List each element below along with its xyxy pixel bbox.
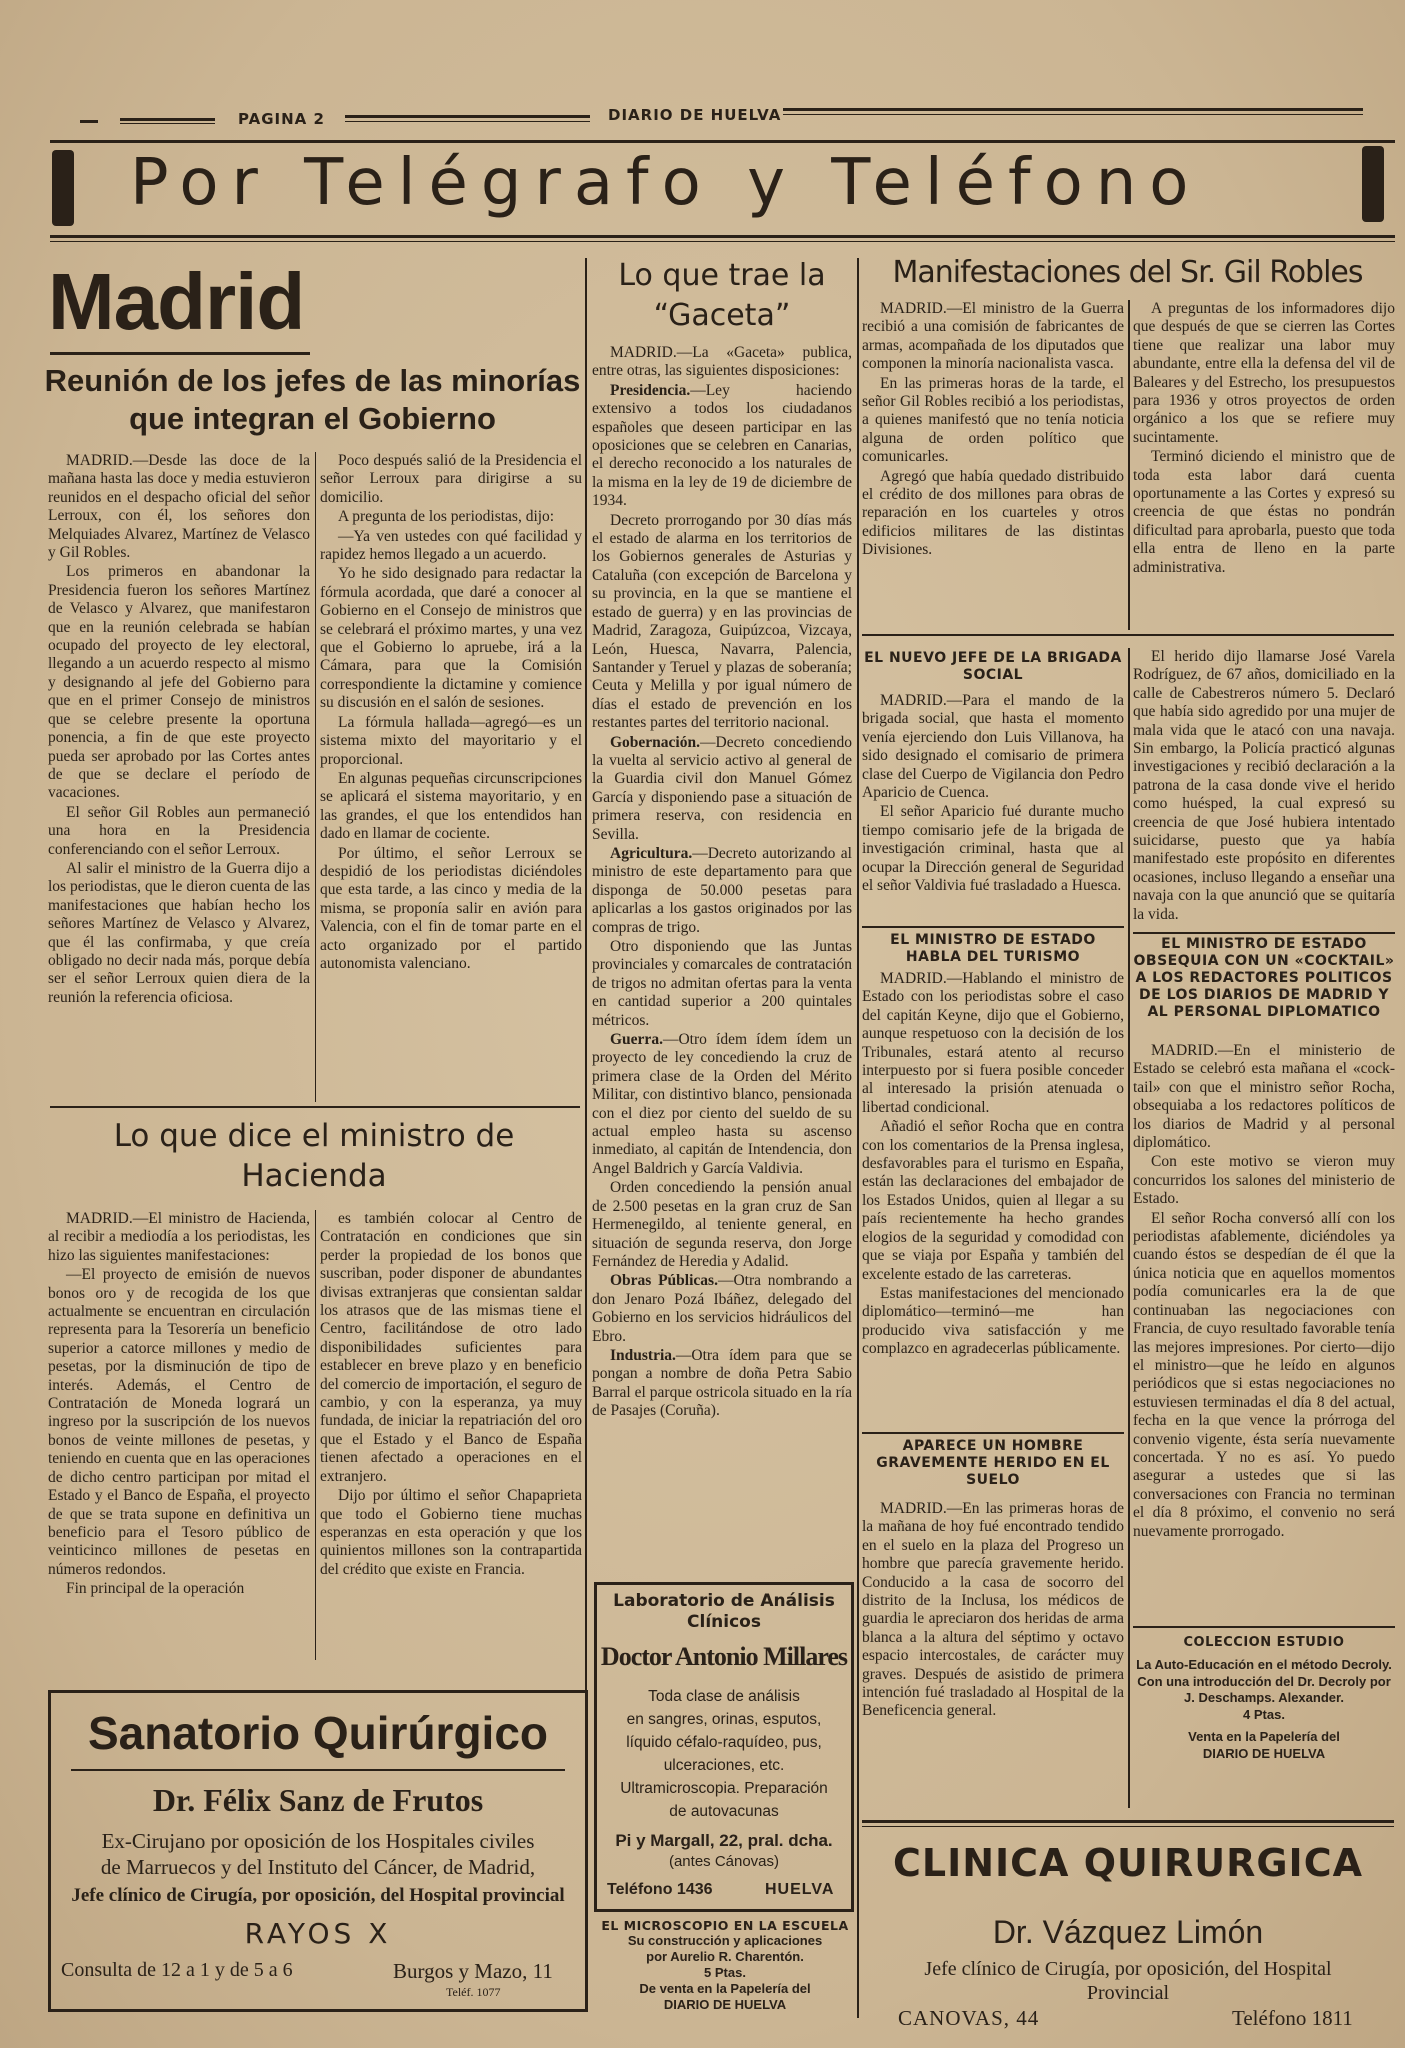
herido-body: [862, 1500, 1124, 1810]
gil-robles-col-1: [862, 300, 1124, 561]
paragraph: Guerra.—Otro ídem ídem ídem un proyecto de ley concediendo la cruz de primera clase de la Orden del Mérito Militar, con distintivo blanco, pensionada con el diez por ciento del sueldo de su actual empleo hasta su ascenso inmediato, al capitán de Intendencia, don Angel Baldrich y García Valdivia.: [592, 1031, 852, 1177]
sanatorio-line-3: Jefe clínico de Cirugía, por oposición, del Hospital provincial: [71, 1885, 565, 1906]
paragraph: Poco después salió de la Presidencia el señor Lerroux para dirigirse a su domicilio.: [320, 452, 582, 506]
paragraph: Agricultura.—Decreto autorizando al ministro de este departamento para que disponga de 50.000 pesetas para aplicarlas a los gastos originados por las compras de trigo.: [592, 844, 852, 936]
paragraph: —El proyecto de emisión de nuevos bonos oro y de recogida de los que actualmente se encuentran en circulación representa para la Tesorería un beneficio superior a catorce millones y medio de pesetas, por la disminución de tipo de interés. Además, el Centro de Contratación de Moneda logrará un ingreso por la suscripción de los nuevos bonos de veinte millones de pesetas, y teniendo en cuenta que en las operaciones de dicho centro participan por mitad el Estado y el Banco de España, el proyecto de que se trata supone en definitiva un beneficio para el Tesoro público de veinticinco millones de pesetas en números redondos.: [48, 1266, 310, 1578]
sanatorio-consulta: Consulta de 12 a 1 y de 5 a 6: [61, 1959, 293, 1981]
column-rule-2: [857, 258, 859, 2018]
paragraph: Con este motivo se vieron muy concurridos los salones del ministerio de Estado.: [1133, 1153, 1395, 1208]
paragraph: Agregó que había quedado distribuido el crédito de dos millones para obras de reparación en los cuarteles y otros edificios militares de las distintas Divisiones.: [862, 467, 1124, 559]
paragraph: El señor Rocha conversó allí con los periodistas afablemente, diciéndoles ya cuando éstos se despedían de él que la única noticia que en aquellos momentos podía comunicarles era la de que continuaban las negociaciones con Francia, de cuyo resultado favorable tenía las mejores impresiones. Por cierto—dijo el ministro—que he leído en algunos periódicos que si estas negociaciones no estuviesen terminadas el día 8 del actual, fecha en la que vence la prórroga del convenio vigente, ésta sería nuevamente concertada. Y no es así. Yo puedo asegurar a ustedes que si las conversaciones con Francia no terminan el día 8 próximo, el convenio no será nuevamente prorrogado.: [1133, 1209, 1395, 1540]
clinica-address: CANOVAS, 44: [898, 2006, 1040, 2030]
paragraph: Obras Públicas.—Otra nombrando a don Jenaro Pozá Ibáñez, delegado del Gobierno en los servicios hidráulicos del Ebro.: [592, 1272, 852, 1345]
herido-body-cont: [1133, 648, 1395, 938]
turismo-headline: EL MINISTRO DE ESTADO HABLA DEL TURISMO: [890, 932, 1096, 965]
paragraph: Gobernación.—Decreto concediendo la vuelta al servicio activo al general de la Guardia civil don Manuel Gómez García y disponiendo pase a situación de primera reserva, con residencia en Sevilla.: [592, 733, 852, 843]
clinica-line-2: Provincial: [1086, 1982, 1170, 2004]
hacienda-col-1: [48, 1210, 310, 1600]
estudio-top-rule: [1133, 1626, 1395, 1628]
column-rule-4: [1128, 648, 1130, 1808]
lab-title: Laboratorio de Análisis Clínicos: [613, 1591, 835, 1632]
running-head-rule-left-2: [120, 118, 215, 121]
lab-ad: [594, 1582, 854, 1912]
microscopio-ad: [594, 1918, 856, 2028]
lab-address-2: (antes Cánovas): [668, 1853, 780, 1870]
section-title: Por Telégrafo y Teléfono: [130, 146, 1202, 220]
estudio-line-3: DIARIO DE HUELVA: [1202, 1745, 1326, 1761]
lab-line: ulceraciones, etc.: [663, 1757, 785, 1774]
sanatorio-line-2: de Marruecos y del Instituto del Cáncer, de Madrid,: [100, 1855, 536, 1879]
paragraph: Añadió el señor Rocha que en contra con los comentarios de la Prensa inglesa, desfavorables para el turismo en España, están las declaraciones del embajador de los Estados Unidos, quien al llegar a su país recientemente ha hecho grandes elogios de la seguridad y comodidad con que se viaja por España y también del excelente estado de las carreteras.: [862, 1118, 1124, 1283]
sanatorio-rayos: RAYOS X: [244, 1917, 392, 1950]
clinica-title: CLINICA QUIRURGICA: [892, 1841, 1363, 1885]
gil-robles-headline: Manifestaciones del Sr. Gil Robles: [892, 255, 1363, 290]
hacienda-col-2: [320, 1210, 582, 1580]
paragraph: Fin principal de la operación: [66, 1580, 245, 1598]
lab-line: en sangres, orinas, esputos,: [626, 1711, 822, 1728]
sanatorio-doctor: Dr. Félix Sanz de Frutos: [152, 1782, 484, 1818]
paragraph: MADRID.—El ministro de la Guerra recibió a una comisión de fabricantes de armas, acompañada de los diputados que componen la minoría nacionalista vasca.: [862, 300, 1124, 373]
sanatorio-rule: [71, 1769, 565, 1771]
column-rule-3: [1128, 300, 1130, 630]
lab-line: Ultramicroscopia. Preparación: [620, 1780, 828, 1797]
paragraph: MADRID.—En las primeras horas de la mañana de hoy fué encontrado tendido en el suelo en la plaza del Progreso un hombre que parecía gravemente herido. Conducido a la casa de socorro del distrito de la Inclusa, los médicos de guardia le apreciaron dos heridas de arma blanca a la altura del séptimo y octavo espacio intercostales, de carácter muy graves. Después de asistido de primera intención fué trasladado al Hospital de la Beneficencia general.: [862, 1500, 1124, 1720]
paragraph: En las primeras horas de la tarde, el señor Gil Robles recibió a los periodistas, a quienes manifestó que no tenía noticia alguna de orden político que comunicarles.: [862, 374, 1124, 466]
paragraph: El señor Aparicio fué durante mucho tiempo comisario jefe de la brigada de investigación criminal, hasta que al ocupar la Dirección general de Seguridad el señor Valdivia fué trasladado a Huesca.: [862, 803, 1124, 895]
paragraph: Otro disponiendo que las Juntas provinciales y comarcales de contratación de trigos no admitan ofertas para la venta en cantidad superior a 200 quintales métricos.: [592, 938, 852, 1029]
madrid-col-2: [320, 452, 582, 974]
sanatorio-phone: Teléf. 1077: [446, 1985, 501, 1999]
running-head-rule-right-2: [783, 114, 1363, 115]
masthead-bottom-rule-1: [50, 235, 1395, 238]
estudio-price: 4 Ptas.: [1243, 1706, 1285, 1722]
cocktail-top-rule: [1133, 932, 1395, 934]
paragraph: Por último, el señor Lerroux se despidió de los periodistas diciéndoles que esta tarde, a las cinco y media de la misma, se proponía salir en avión para Valencia, con el fin de tomar parte en el acto organizado por el partido autonomista valenciano.: [320, 844, 582, 972]
brigada-headline: EL NUEVO JEFE DE LA BRIGADA SOCIAL: [864, 650, 1122, 683]
clinica-top-rule-2: [862, 1826, 1394, 1827]
paragraph: es también colocar al Centro de Contratación en condiciones que sin perder la propiedad de los bonos que suscriban, poder disponer de abundantes divisas extranjeras que consientan saldar los atrasos que de las mismas tiene el Centro, facilitándose de otro lado disponibilidades suficientes para establecer en breve plazo y en beneficio del comercio de importación, el seguro de cambio, y con la esperanza, ya muy fundada, de iniciar la repatriación del oro que el Estado y el Banco de España tienen afectado a operaciones en el extranjero.: [320, 1210, 582, 1485]
running-head-rule-mid-2: [345, 121, 590, 122]
paragraph: El señor Gil Robles aun permaneció una hora en la Presidencia conferenciando con el señor Lerroux.: [48, 803, 310, 858]
paragraph: Decreto prorrogando por 30 días más el estado de alarma en los territorios de los Gobiernos generales de Asturias y Cataluña (con excepción de Barcelona y su provincia, en la que se mantiene el estado de guerra) y en las provincias de Madrid, Zaragoza, Guipúzcoa, Vizcaya, León, Huesca, Navarra, Palencia, Santander y Teruel y plazas de soberanía; Ceuta y Melilla y por igual número de días el estado de prevención en los restantes partes del territorio nacional.: [592, 511, 852, 732]
sanatorio-ad: [48, 1690, 588, 2012]
hacienda-headline: Lo que dice el ministro de Hacienda: [113, 1118, 515, 1194]
page-number: PAGINA 2: [238, 110, 325, 128]
clinica-ad: [862, 1840, 1394, 2030]
paragraph: A preguntas de los informadores dijo que después de que se cierren las Cortes tiene que realizar una labor muy abundante, entre ella la defensa del vil de Baleares y del Estrecho, los presupuestos para 1936 y otros proyectos de orden orgánico a los que se refiere muy sucintamente.: [1133, 300, 1395, 446]
madrid-headline: Reunión de los jefes de las minorías que integran el Gobierno: [44, 363, 581, 436]
running-head-rule-mid-1: [345, 115, 590, 118]
clinica-top-rule-1: [862, 1820, 1394, 1823]
madrid-kicker: Madrid: [48, 257, 305, 346]
masthead-ornament-left: [52, 150, 74, 226]
lab-line: Toda clase de análisis: [648, 1688, 800, 1705]
lab-line: de autovacunas: [669, 1803, 779, 1820]
clinica-line-1: Jefe clínico de Cirugía, por oposición, del Hospital: [924, 1958, 1332, 1980]
lab-doctor: Doctor Antonio Millares: [600, 1642, 848, 1671]
gil-robles-bottom-rule: [862, 634, 1394, 636]
lab-address: Pi y Margall, 22, pral. dcha.: [615, 1831, 833, 1850]
paragraph: MADRID.—Desde las doce de la mañana hasta las doce y media estuvieron reunidos en el despacho oficial del señor Lerroux, con él, los señores don Melquiades Alvarez, Martínez de Velasco y Gil Robles.: [48, 452, 310, 562]
madrid-kicker-rule: [50, 352, 310, 355]
lab-phone: Teléfono 1436: [607, 1881, 713, 1898]
paragraph: MADRID.—Hablando el ministro de Estado con los periodistas sobre el caso del capitán Keyne, dijo que el Gobierno, aunque respetuoso con la decisión de los Tribunales, estará atento al recurso interpuesto por si fuera posible conceder al interesado la prisión atenuada o libertad condicional.: [862, 970, 1124, 1116]
lab-lines: [597, 1685, 851, 1823]
paragraph: La fórmula hallada—agregó—es un sistema mixto del mayoritario y el proporcional.: [320, 713, 582, 768]
microscopio-price: 5 Ptas.: [704, 1965, 746, 1980]
sanatorio-title: Sanatorio Quirúrgico: [87, 1707, 549, 1759]
paragraph: Los primeros en abandonar la Presidencia fueron los señores Martínez de Velasco y Alvarez, que manifestaron que en la reunión celebrada se habían ocupado del proyecto de ley electoral, llegando a un acuerdo respecto al mismo y designando al jefe del Gobierno para que en el primer Consejo de ministros que se celebre presente la oportuna ponencia, a fin de que este proyecto pueda ser aprobado por las Cortes antes de que se declare el período de vacaciones.: [48, 563, 310, 802]
sanatorio-line-1: Ex-Cirujano por oposición de los Hospitales civiles: [101, 1829, 535, 1853]
microscopio-title: EL MICROSCOPIO EN LA ESCUELA: [601, 1918, 849, 1933]
paragraph: Industria.—Otra ídem para que se pongan a nombre de doña Petra Sabio Barral el parque ostricola situado en la ría de Pasajes (Coruña).: [592, 1346, 852, 1420]
running-head-rule-right-1: [783, 108, 1363, 111]
gaceta-body: [592, 344, 852, 1422]
paragraph: El herido dijo llamarse José Varela Rodríguez, de 67 años, domiciliado en la calle de Cabestreros número 5. Declaró que había sido agredido por una mujer de mala vida que le atacó con una navaja. Sin embargo, la Policía practicó algunas investigaciones y recibió declaración a la patrona de la casa donde vive el herido como huésped, la cual expresó su creencia de que José hubiera intentado suicidarse, puesto que ya había manifestado este propósito en diferentes ocasiones, incluso llegando a enseñar una navaja con la que anunció que se quitaría la vida.: [1133, 648, 1395, 923]
masthead-top-rule: [50, 140, 1395, 143]
paragraph: MADRID.—La «Gaceta» publica, entre otras, las siguientes disposiciones:: [592, 344, 852, 380]
clinica-phone: Teléfono 1811: [1232, 2006, 1353, 2030]
hacienda-inner-rule: [315, 1210, 316, 1660]
estudio-ad: [1133, 1634, 1395, 1762]
brigada-body: [862, 692, 1124, 896]
running-head-rule-left-1: [80, 120, 98, 123]
cocktail-body: [1133, 1042, 1395, 1542]
madrid-col-1: [48, 452, 310, 1008]
estudio-title: COLECCION ESTUDIO: [1183, 1635, 1345, 1650]
column-rule-1: [585, 258, 587, 1698]
running-head-rule-left-3: [120, 123, 215, 124]
herido-headline: APARECE UN HOMBRE GRAVEMENTE HERIDO EN EL SUELO: [876, 1438, 1110, 1488]
cocktail-headline: EL MINISTRO DE ESTADO OBSEQUIA CON UN «COCKTAIL» A LOS REDACTORES POLITICOS DE LOS DIARIOS DE MADRID Y AL PERSONAL DIPLOMATICO: [1133, 936, 1395, 1020]
madrid-inner-rule: [315, 452, 316, 1102]
estudio-line-2: Venta en la Papelería del: [1188, 1729, 1340, 1744]
gil-robles-col-2: [1133, 300, 1395, 578]
paragraph: Orden concediendo la pensión anual de 2.500 pesetas en la gran cruz de San Hermenegildo, al teniente general, en situación de segunda reserva, don Jorge Fernández de Heredia y Adalid.: [592, 1179, 852, 1270]
paragraph: Dijo por último el señor Chapaprieta que todo el Gobierno tiene muchas esperanzas en esta operación y que los quinientos millones son la contrapartida del crédito que existe en Francia.: [320, 1487, 582, 1578]
gaceta-headline: Lo que trae la “Gaceta”: [618, 258, 826, 333]
hacienda-top-rule: [50, 1106, 580, 1108]
paragraph: En algunas pequeñas circunscripciones se aplicará el sistema mayoritario, y en las grandes, el que los entendidos han dado en llamar de cociente.: [320, 769, 582, 843]
turismo-body: [862, 970, 1124, 1360]
lab-line: líquido céfalo-raquídeo, pus,: [626, 1734, 822, 1751]
paragraph: MADRID.—En el ministerio de Estado se celebró esta mañana el «cock-tail» con que el ministro señor Rocha, obsequiaba a los redactores políticos de los diarios de Madrid y al personal diplomático.: [1133, 1042, 1395, 1152]
clinica-doctor: Dr. Vázquez Limón: [992, 1914, 1264, 1950]
sanatorio-address: Burgos y Mazo, 11: [393, 1959, 553, 1983]
paragraph: Al salir el ministro de la Guerra dijo a los periodistas, que le dieron cuenta de las manifestaciones que habían hecho los señores Martínez de Velasco y Alvarez, que él las confirmaba, y que creía obligado no decir nada más, porque debía ser el señor Lerroux quien diera de la reunión la referencia oficiosa.: [48, 859, 310, 1006]
paragraph: Estas manifestaciones del mencionado diplomático—terminó—me han producido viva satisfacción y me complazco en agradecerlas públicamente.: [862, 1284, 1124, 1358]
microscopio-line-1: Su construcción y aplicaciones: [627, 1933, 823, 1948]
microscopio-line-2: por Aurelio R. Charentón.: [646, 1949, 804, 1964]
paragraph: A pregunta de los periodistas, dijo:: [338, 508, 555, 526]
estudio-line-1: La Auto-Educación en el método Decroly. Con una introducción del Dr. Decroly por J. Deschamps. Alexander.: [1136, 1657, 1392, 1705]
masthead-bottom-rule-2: [50, 241, 1395, 242]
paragraph: —Ya ven ustedes con qué facilidad y rapidez hemos llegado a un acuerdo.: [320, 527, 582, 564]
herido-top-rule: [862, 1432, 1124, 1434]
turismo-top-rule: [862, 926, 1124, 928]
paragraph: MADRID.—Para el mando de la brigada social, que hasta el momento venía ejerciendo don Luis Villanova, ha sido designado el comisario de primera clase del Cuerpo de Vigilancia don Pedro Aparicio de Cuenca.: [862, 692, 1124, 802]
paragraph: Presidencia.—Ley haciendo extensivo a todos los ciudadanos españoles que deseen participar en las oposiciones que se celebren en Canarias, el derecho reconocido a los naturales de la misma en la ley de 19 de diciembre de 1934.: [592, 381, 852, 510]
microscopio-line-3: De venta en la Papelería del: [639, 1981, 811, 1996]
lab-city: HUELVA: [765, 1881, 835, 1898]
masthead-ornament-right: [1362, 146, 1384, 222]
microscopio-line-4: DIARIO DE HUELVA: [663, 1997, 787, 2012]
paragraph: Terminó diciendo el ministro que de toda esta labor dará cuenta oportunamente a las Cortes y expresó su creencia de que éstas no pondrán dificultad para aprobarla, puesto que toda ella entra de lleno en la parte administrativa.: [1133, 448, 1395, 576]
paper-name: DIARIO DE HUELVA: [608, 106, 782, 124]
paragraph: MADRID.—El ministro de Hacienda, al recibir a mediodía a los periodistas, les hizo las siguientes manifestaciones:: [48, 1210, 310, 1264]
paragraph: Yo he sido designado para redactar la fórmula acordada, que daré a conocer al Gobierno en el Consejo de ministros que se celebrará el próximo martes, y una vez que el Gobierno lo apruebe, irá a la Cámara, para que la Comisión correspondiente la dictamine y comience su discusión en el salón de sesiones.: [320, 565, 582, 712]
